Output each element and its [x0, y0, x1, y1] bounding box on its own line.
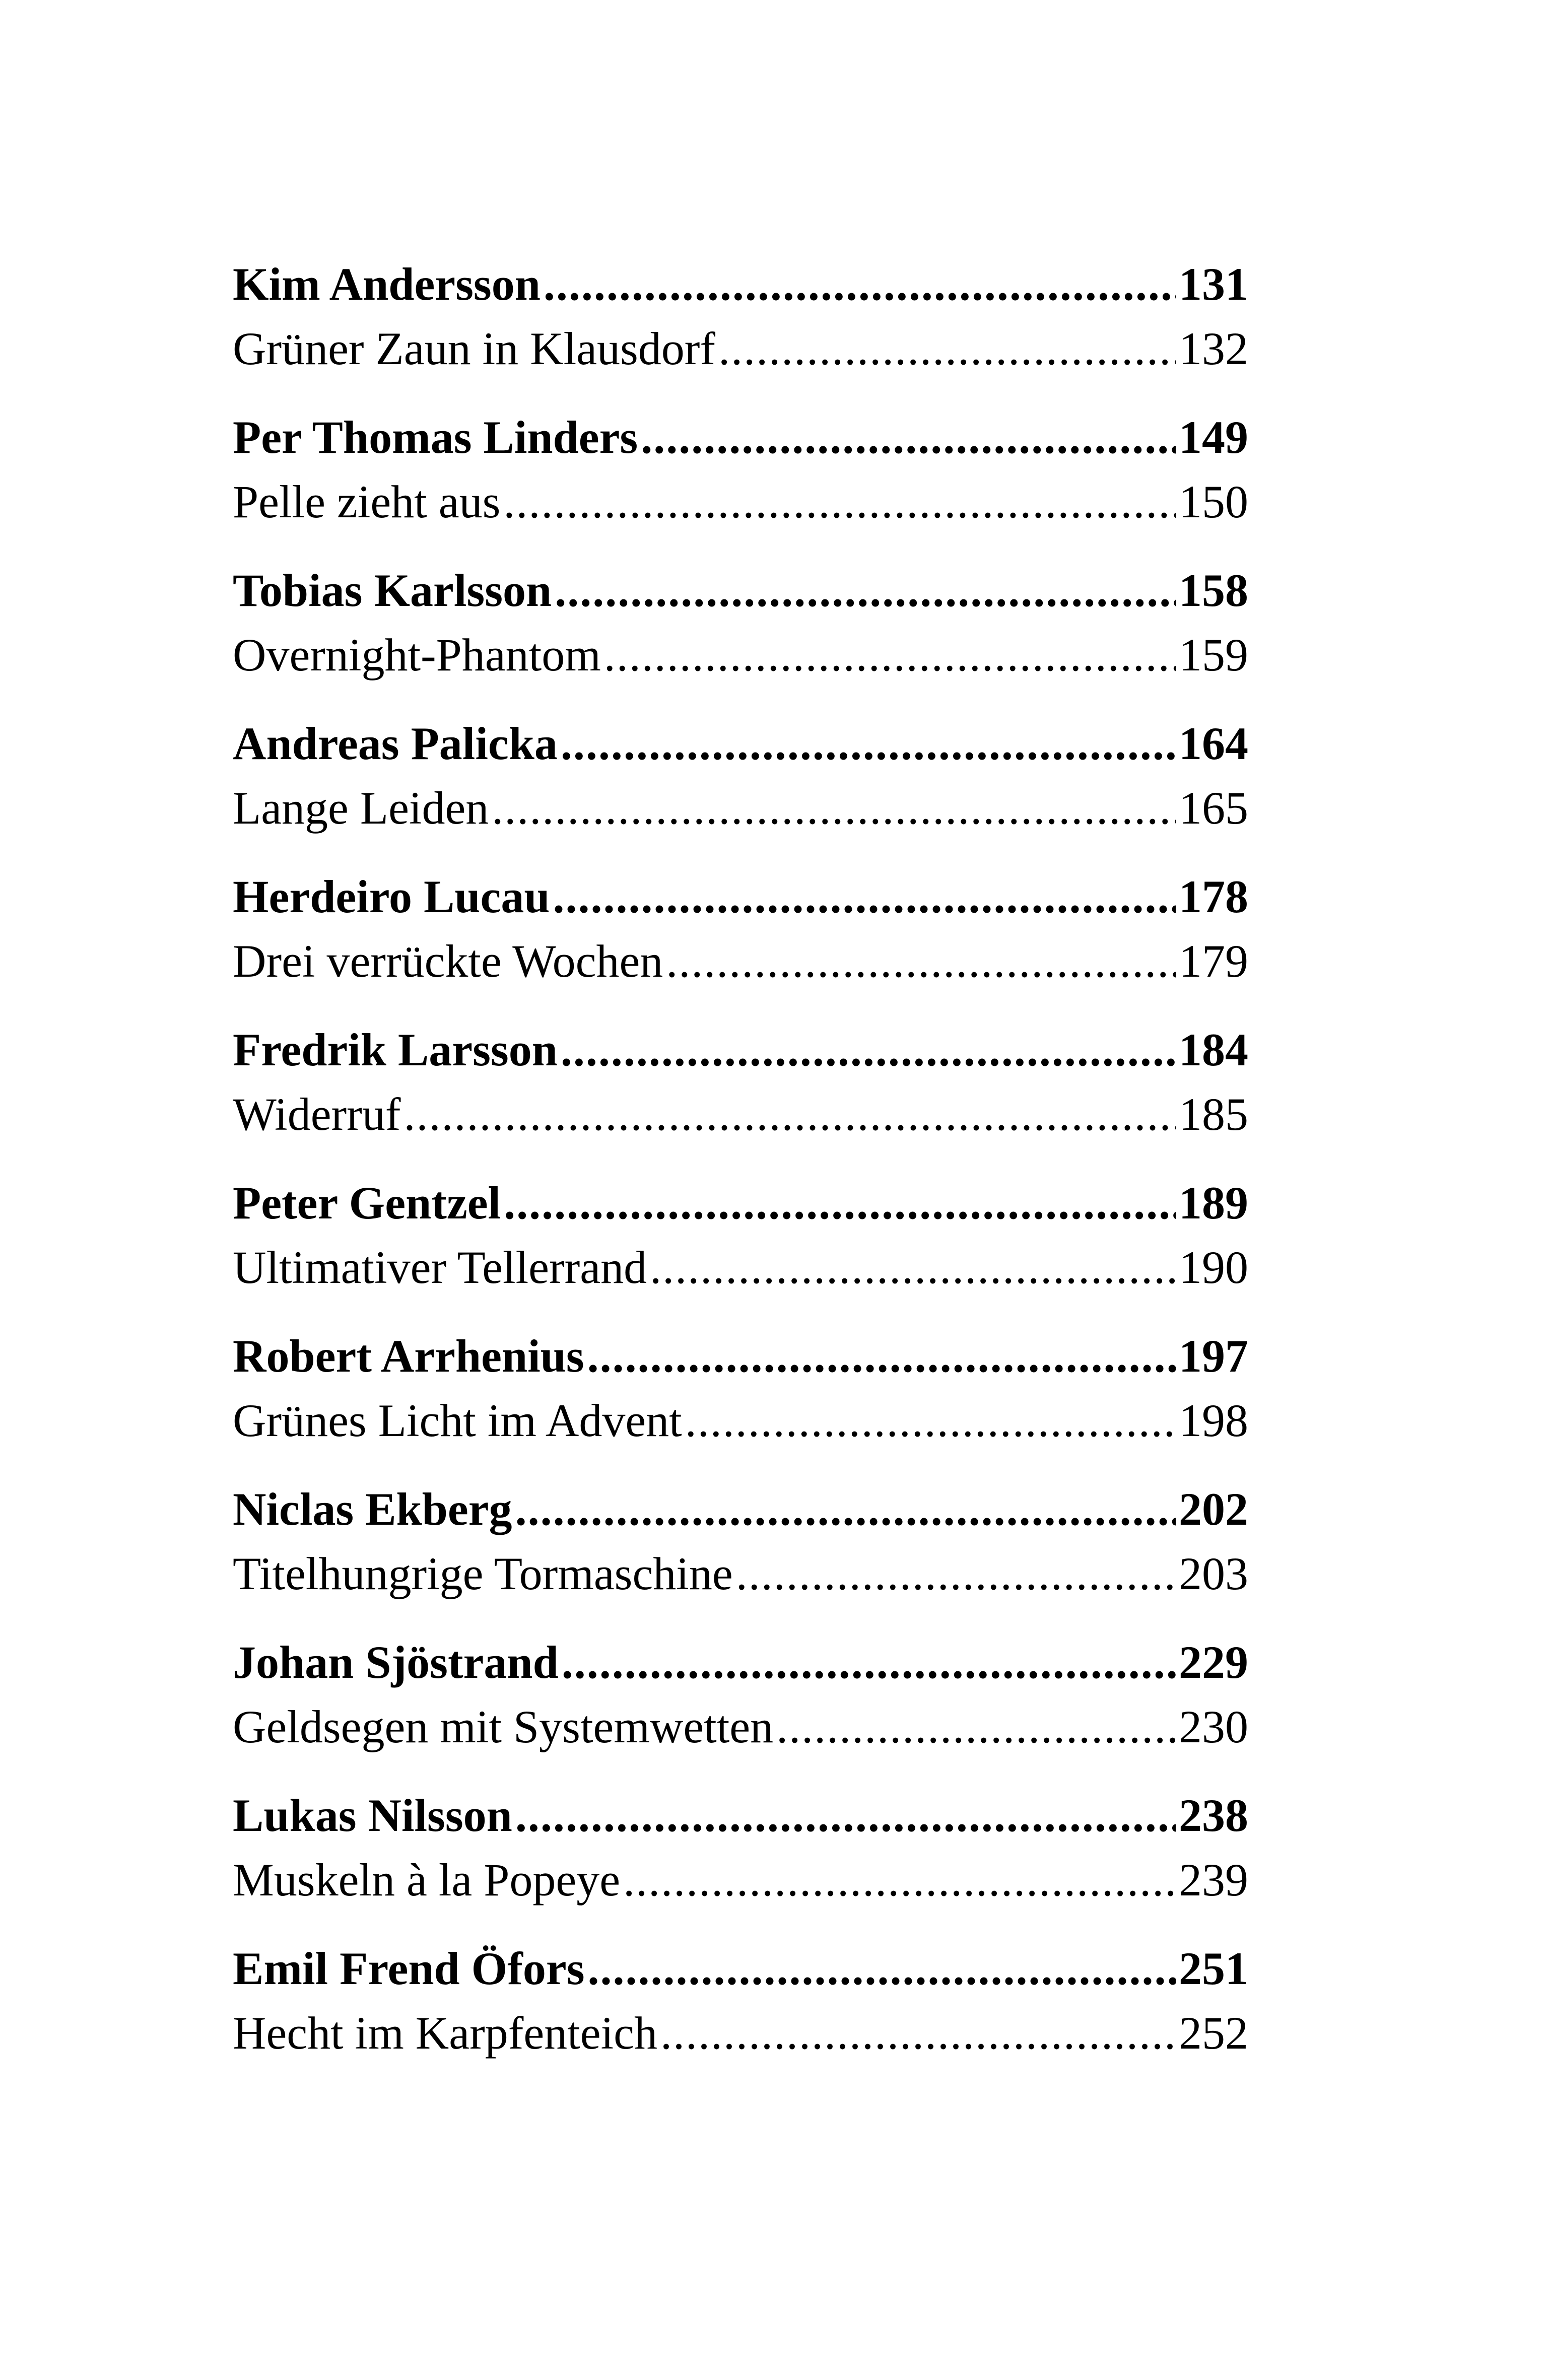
dot-leader — [718, 316, 1176, 381]
author-page-number: 251 — [1179, 1943, 1248, 1994]
author-name: Per Thomas Linders — [233, 412, 638, 463]
dot-leader — [776, 1694, 1176, 1759]
author-name: Herdeiro Lucau — [233, 871, 550, 922]
dot-leader — [736, 1541, 1176, 1606]
dot-leader — [641, 405, 1176, 469]
dot-leader — [685, 1388, 1176, 1453]
toc-entry — [233, 1630, 1248, 1759]
author-line — [233, 252, 1248, 316]
dot-leader — [562, 1630, 1176, 1694]
story-line — [233, 1388, 1248, 1453]
dot-leader — [553, 864, 1176, 929]
story-page-number: 203 — [1179, 1548, 1248, 1599]
author-name: Fredrik Larsson — [233, 1024, 558, 1075]
author-page-number: 158 — [1179, 565, 1248, 616]
table-of-contents — [233, 252, 1248, 2065]
story-line — [233, 1848, 1248, 1912]
author-name: Kim Andersson — [233, 258, 541, 310]
story-title: Ultimativer Tellerrand — [233, 1242, 647, 1293]
author-page-number: 178 — [1179, 871, 1248, 922]
author-name: Emil Frend Öfors — [233, 1943, 585, 1994]
story-page-number: 230 — [1179, 1701, 1248, 1752]
dot-leader — [515, 1477, 1176, 1541]
story-title: Titelhungrige Tormaschine — [233, 1548, 733, 1599]
author-name: Niclas Ekberg — [233, 1483, 512, 1535]
story-line — [233, 776, 1248, 840]
dot-leader — [604, 623, 1176, 687]
author-name: Robert Arrhenius — [233, 1330, 584, 1382]
author-line — [233, 1171, 1248, 1235]
dot-leader — [623, 1848, 1176, 1912]
author-name: Lukas Nilsson — [233, 1790, 512, 1841]
story-line — [233, 1235, 1248, 1300]
dot-leader — [666, 929, 1176, 993]
dot-leader — [555, 558, 1176, 623]
author-line — [233, 1783, 1248, 1848]
author-name: Tobias Karlsson — [233, 565, 552, 616]
toc-entry — [233, 405, 1248, 534]
story-line — [233, 2001, 1248, 2065]
author-line — [233, 405, 1248, 469]
author-line — [233, 558, 1248, 623]
author-name: Peter Gentzel — [233, 1177, 501, 1229]
author-line — [233, 1630, 1248, 1694]
story-line — [233, 1082, 1248, 1146]
author-page-number: 149 — [1179, 412, 1248, 463]
story-page-number: 190 — [1179, 1242, 1248, 1293]
story-title: Pelle zieht aus — [233, 476, 501, 527]
story-page-number: 179 — [1179, 935, 1248, 987]
story-title: Geldsegen mit Systemwetten — [233, 1701, 774, 1752]
dot-leader — [561, 1017, 1176, 1082]
author-page-number: 197 — [1179, 1330, 1248, 1382]
story-title: Hecht im Karpfenteich — [233, 2007, 657, 2059]
story-line — [233, 469, 1248, 534]
author-page-number: 164 — [1179, 718, 1248, 769]
author-line — [233, 864, 1248, 929]
author-page-number: 202 — [1179, 1483, 1248, 1535]
toc-entry — [233, 1324, 1248, 1453]
dot-leader — [515, 1783, 1176, 1848]
author-line — [233, 711, 1248, 776]
story-title: Widerruf — [233, 1089, 401, 1140]
story-page-number: 150 — [1179, 476, 1248, 527]
story-title: Lange Leiden — [233, 782, 489, 834]
story-title: Grüner Zaun in Klausdorf — [233, 323, 716, 374]
dot-leader — [587, 1324, 1176, 1388]
author-line — [233, 1324, 1248, 1388]
story-title: Grünes Licht im Advent — [233, 1395, 682, 1446]
story-line — [233, 1541, 1248, 1606]
dot-leader — [561, 711, 1176, 776]
toc-entry — [233, 252, 1248, 381]
story-line — [233, 316, 1248, 381]
story-page-number: 159 — [1179, 629, 1248, 681]
story-line — [233, 1694, 1248, 1759]
story-page-number: 239 — [1179, 1854, 1248, 1906]
toc-entry — [233, 1171, 1248, 1300]
author-page-number: 189 — [1179, 1177, 1248, 1229]
dot-leader — [588, 1936, 1176, 2001]
author-page-number: 238 — [1179, 1790, 1248, 1841]
author-name: Andreas Palicka — [233, 718, 558, 769]
author-line — [233, 1936, 1248, 2001]
story-line — [233, 623, 1248, 687]
story-title: Muskeln à la Popeye — [233, 1854, 621, 1906]
dot-leader — [492, 776, 1176, 840]
author-page-number: 131 — [1179, 258, 1248, 310]
story-page-number: 252 — [1179, 2007, 1248, 2059]
toc-entry — [233, 1477, 1248, 1606]
author-line — [233, 1017, 1248, 1082]
dot-leader — [503, 469, 1176, 534]
toc-entry — [233, 711, 1248, 840]
toc-entry — [233, 1936, 1248, 2065]
author-name: Johan Sjöstrand — [233, 1637, 559, 1688]
story-page-number: 165 — [1179, 782, 1248, 834]
story-page-number: 198 — [1179, 1395, 1248, 1446]
toc-entry — [233, 1017, 1248, 1146]
toc-entry — [233, 1783, 1248, 1912]
story-page-number: 185 — [1179, 1089, 1248, 1140]
story-title: Drei verrückte Wochen — [233, 935, 663, 987]
dot-leader — [544, 252, 1176, 316]
story-page-number: 132 — [1179, 323, 1248, 374]
dot-leader — [650, 1235, 1176, 1300]
dot-leader — [660, 2001, 1176, 2065]
author-line — [233, 1477, 1248, 1541]
author-page-number: 229 — [1179, 1637, 1248, 1688]
dot-leader — [504, 1171, 1176, 1235]
story-title: Overnight-Phantom — [233, 629, 601, 681]
dot-leader — [403, 1082, 1176, 1146]
author-page-number: 184 — [1179, 1024, 1248, 1075]
toc-entry — [233, 864, 1248, 993]
toc-entry — [233, 558, 1248, 687]
story-line — [233, 929, 1248, 993]
